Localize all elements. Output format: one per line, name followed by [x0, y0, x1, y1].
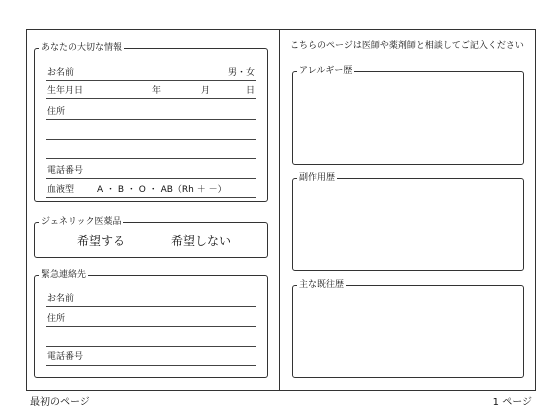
year-label: 年 [152, 86, 162, 96]
emergency-phone-line [46, 365, 256, 366]
emergency-address-line-1 [46, 326, 256, 327]
month-label: 月 [201, 86, 211, 96]
blood-type-line [46, 197, 256, 198]
medical-history-title: 主な既往歴 [299, 280, 345, 290]
right-page-header: こちらのページは医師や薬剤師と相談してご記入ください [290, 41, 524, 51]
personal-info-box [34, 43, 268, 202]
name-label: お名前 [47, 68, 75, 78]
blood-type-label: 血液型 [47, 185, 75, 195]
page-divider [279, 29, 280, 391]
emergency-phone-label: 電話番号 [47, 352, 84, 362]
generic-no-wish-option[interactable]: 希望しない [171, 234, 232, 248]
side-effect-history-box [292, 173, 524, 271]
address-line-3 [46, 158, 256, 159]
address-line-2 [46, 139, 256, 140]
medical-history-box [292, 280, 524, 378]
personal-info-title: あなたの大切な情報 [41, 43, 123, 53]
emergency-name-label: お名前 [47, 294, 75, 304]
generic-drug-title: ジェネリック医薬品 [41, 217, 122, 227]
blood-type-options[interactable]: A ・ B ・ O ・ AB（Rh ＋ －） [97, 185, 227, 195]
emergency-name-line [46, 306, 256, 307]
address-line-1 [46, 119, 256, 120]
generic-wish-option[interactable]: 希望する [77, 234, 126, 248]
address-label: 住所 [47, 107, 66, 117]
emergency-contact-title: 緊急連絡先 [41, 270, 87, 280]
name-line [46, 80, 256, 81]
birthdate-label: 生年月日 [47, 86, 84, 96]
day-label: 日 [246, 86, 256, 96]
emergency-contact-box [34, 270, 268, 378]
birthdate-line [46, 98, 256, 99]
emergency-address-line-2 [46, 346, 256, 347]
phone-line [46, 178, 256, 179]
phone-label: 電話番号 [47, 166, 84, 176]
emergency-address-label: 住所 [47, 314, 66, 324]
side-effect-history-title: 副作用歴 [299, 173, 336, 183]
gender-options[interactable]: 男・女 [227, 68, 255, 78]
allergy-history-title: アレルギー歴 [299, 66, 353, 76]
allergy-history-box [292, 66, 524, 165]
generic-drug-box [34, 217, 268, 258]
first-page-label[interactable]: 最初のページ [30, 397, 90, 408]
page-number: 1 ページ [492, 397, 532, 408]
